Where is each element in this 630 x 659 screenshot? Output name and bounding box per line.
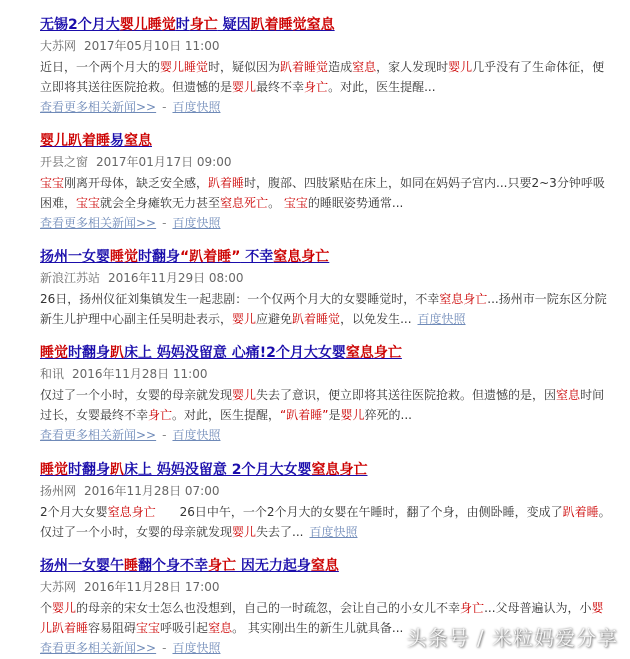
result-meta [40,365,615,384]
keyword-highlight: 身亡 [304,80,329,94]
text-segment: ...扬州市一院东区分院新生儿护理中心副主任吴明赴表示， [40,292,607,326]
result-title-link[interactable] [40,556,339,576]
text-segment: 时，疑似因为 [208,60,281,74]
link-separator: - [162,100,167,114]
link-separator: - [162,216,167,230]
result-links [40,214,615,232]
text-segment: 个 [40,601,53,615]
cache-link[interactable]: 百度快照 [172,428,221,442]
keyword-highlight: 身亡 [460,601,485,615]
text-segment: 猝死的... [364,408,412,422]
keyword-highlight: 睡觉 [40,462,68,478]
keyword-highlight: 婴儿睡觉 [119,17,176,33]
keyword-highlight: 睡觉 [40,345,68,361]
text-segment: 刚离开母体，缺乏安全感， [64,176,209,190]
keyword-highlight: 婴儿睡觉 [160,60,209,74]
text-segment: 时 [175,17,190,33]
keyword-highlight: 趴着睡觉 [292,312,341,326]
result-item [40,246,615,329]
text-segment: 26日，扬州仪征刘集镇发生一起悲剧：一个仅两个月大的女婴睡觉时，不幸 [40,292,440,306]
result-source: 新浪江苏站 [40,271,101,285]
text-segment: 床上 妈妈没留意 2个月大女婴 [124,462,312,478]
keyword-highlight: 婴儿 [232,312,257,326]
result-item [40,342,615,444]
result-snippet [40,385,615,425]
result-source: 扬州网 [40,484,77,498]
keyword-highlight: 睡觉 [110,249,138,265]
result-title-link[interactable] [40,460,368,480]
keyword-highlight: 婴儿 [340,408,365,422]
text-segment: 。 [268,196,284,210]
keyword-highlight: 窒息身亡 [345,345,402,361]
keyword-highlight: 窒息 [208,621,233,635]
keyword-highlight: 趴 [110,462,124,478]
result-snippet [40,57,615,97]
keyword-highlight: 身亡 [189,17,218,33]
text-segment: 扬州一女婴 [40,249,110,265]
result-title-link[interactable] [40,15,335,35]
keyword-highlight: 窒息 [124,133,152,149]
keyword-highlight: 宝宝 [40,176,65,190]
keyword-highlight: 身亡 [208,558,236,574]
text-segment: 易 [110,133,124,149]
text-segment: 。对此，医生提醒， [172,408,281,422]
link-separator: - [162,428,167,442]
keyword-highlight: 趴着睡觉窒息 [250,17,335,33]
text-segment: 的睡眠姿势通常... [307,196,404,210]
keyword-highlight: 窒息身亡 [439,292,488,306]
keyword-highlight: 宝宝 [76,196,101,210]
result-source: 开县之窗 [40,155,89,169]
keyword-highlight: 窒息 [310,558,339,574]
result-source: 大苏网 [40,580,77,594]
text-segment: 造成 [328,60,353,74]
cache-link[interactable]: 百度快照 [417,312,466,326]
result-snippet [40,289,615,329]
more-news-link[interactable]: 查看更多相关新闻>> [40,641,157,655]
keyword-highlight: 婴儿 [232,80,257,94]
keyword-highlight: 趴 [110,345,124,361]
keyword-highlight: 窒息 [556,388,581,402]
keyword-highlight: “趴着睡” [280,408,329,422]
more-news-link[interactable]: 查看更多相关新闻>> [40,216,157,230]
text-segment: 应避免 [256,312,293,326]
text-segment: 时，腹部、四肢紧贴在床上，如同在妈妈子宫内...只要2~3分钟呼吸困难， [40,176,605,210]
result-date: 2017年05月10日 11:00 [84,39,220,53]
cache-link[interactable]: 百度快照 [172,100,221,114]
text-segment: 时翻身 [68,462,110,478]
text-segment: 不幸 [240,249,274,265]
text-segment: ，家人发现时 [376,60,449,74]
keyword-highlight: 婴儿 [52,601,77,615]
text-segment: ...父母普遍认为，小 [484,601,592,615]
text-segment: 床上 妈妈没留意 心痛!2个月大女婴 [124,345,346,361]
keyword-highlight: 趴着睡 [562,505,599,519]
text-segment: 。对此，医生提醒... [328,80,436,94]
result-meta [40,269,615,288]
text-segment: 容易阻碍 [88,621,137,635]
text-segment: 最终不幸 [256,80,305,94]
result-date: 2016年11月28日 17:00 [84,580,220,594]
text-segment: 的母亲的宋女士怎么也没想到，自己的一时疏忽，会让自己的小女儿不幸 [76,601,461,615]
result-links [40,98,615,116]
keyword-highlight: 宝宝 [136,621,161,635]
text-segment: 失去了... [256,525,304,539]
watermark: 头条号 / 米粒妈爱分享 [406,626,618,650]
result-meta [40,482,615,501]
result-item [40,130,615,232]
text-segment: 几乎没有了生命体征，便立即将其送往医院抢救。但遗憾的是 [40,60,605,94]
link-separator: - [162,641,167,655]
keyword-highlight: “趴着睡” [180,249,241,265]
text-segment: 2个月大女婴 [40,505,108,519]
text-segment: 时翻身 [68,345,110,361]
result-meta [40,153,615,172]
result-title-link[interactable] [40,247,329,267]
result-snippet [40,173,615,213]
result-date: 2016年11月29日 08:00 [108,271,244,285]
result-meta [40,578,615,597]
text-segment: 时间过长，女婴最终不幸 [40,388,605,422]
keyword-highlight: 趴着睡 [208,176,245,190]
keyword-highlight: 婴儿趴着睡 [40,601,604,635]
keyword-highlight: 睡 [124,558,138,574]
text-segment: 翻个身不幸 [138,558,208,574]
keyword-highlight: 婴儿 [232,525,257,539]
text-segment: 仅过了一个小时，女婴的母亲就发现 [40,388,233,402]
result-title-link[interactable] [40,343,402,363]
result-date: 2016年11月28日 11:00 [72,367,208,381]
keyword-highlight: 窒息身亡 [107,505,156,519]
cache-link[interactable]: 百度快照 [172,641,221,655]
keyword-highlight: 身亡 [148,408,173,422]
keyword-highlight: 窒息身亡 [311,462,368,478]
more-news-link[interactable]: 查看更多相关新闻>> [40,100,157,114]
result-date: 2016年11月28日 07:00 [84,484,220,498]
text-segment: 。仅过了一个小时，女婴的母亲就发现 [40,505,611,539]
text-segment: ，以免发生... [340,312,412,326]
keyword-highlight: 窒息 [352,60,377,74]
result-snippet [40,502,615,542]
text-segment: 近日，一个两个月大的 [40,60,161,74]
result-date: 2017年01月17日 09:00 [96,155,232,169]
text-segment: 。 其实刚出生的新生儿就具备... [232,621,404,635]
cache-link[interactable]: 百度快照 [172,216,221,230]
result-title-link[interactable] [40,131,152,151]
keyword-highlight: 趴着睡觉 [280,60,329,74]
text-segment: 就会全身瘫软无力甚至 [100,196,221,210]
text-segment: 扬州一女婴午 [40,558,124,574]
result-source: 大苏网 [40,39,77,53]
more-news-link[interactable]: 查看更多相关新闻>> [40,428,157,442]
result-meta [40,37,615,56]
text-segment: 失去了意识，便立即将其送往医院抢救。但遗憾的是，因 [256,388,557,402]
keyword-highlight: 婴儿 [232,388,257,402]
result-item [40,459,615,542]
keyword-highlight: 宝宝 [283,196,308,210]
text-segment: 因无力起身 [236,558,311,574]
result-source: 和讯 [40,367,65,381]
cache-link[interactable]: 百度快照 [309,525,358,539]
result-links [40,426,615,444]
text-segment: 26日中午，一个2个月大的女婴在午睡时，翻了个身，由侧卧睡，变成了 [155,505,563,519]
keyword-highlight: 婴儿 [448,60,473,74]
text-segment: 时翻身 [138,249,180,265]
text-segment: 无锡2个月大 [40,17,120,33]
keyword-highlight: 窒息死亡 [220,196,269,210]
text-segment: 疑因 [217,17,251,33]
text-segment: 呼吸引起 [160,621,209,635]
result-item [40,14,615,116]
text-segment: 是 [328,408,341,422]
keyword-highlight: 窒息身亡 [273,249,330,265]
keyword-highlight: 婴儿趴着睡 [40,133,110,149]
